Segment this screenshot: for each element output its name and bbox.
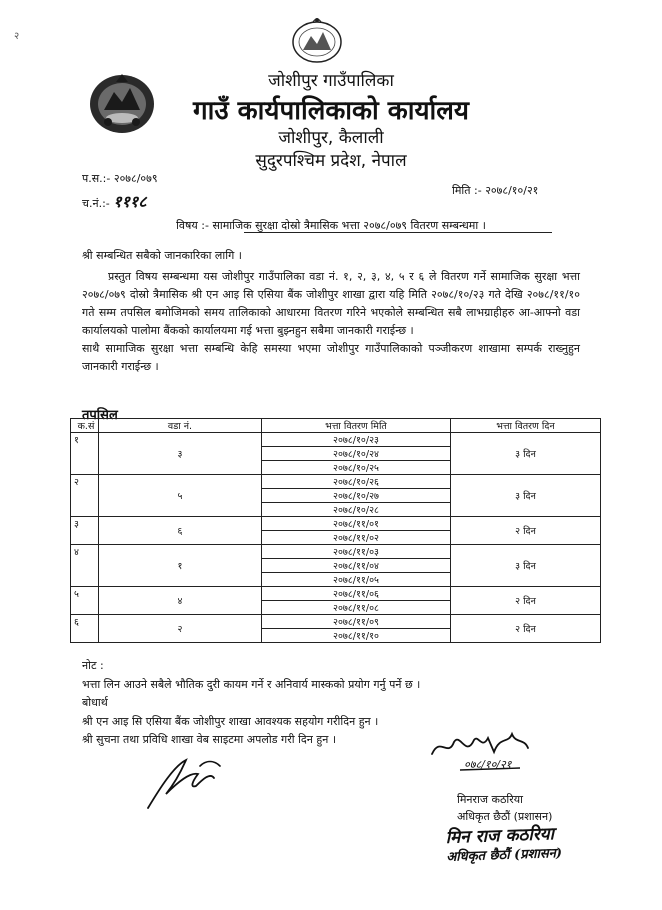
row-date: २०७८/११/०३ [262, 545, 451, 559]
office-title: गाउँ कार्यपालिकाको कार्यालय [193, 96, 469, 126]
row-date: २०७८/१०/२५ [262, 461, 451, 475]
signatory-block [457, 791, 552, 825]
row-days: ३ दिन [451, 433, 601, 475]
row-ward: ५ [99, 475, 262, 517]
signatory-name: मिनराज कठरिया [457, 793, 523, 806]
municipality-logo [285, 14, 349, 64]
office-location: जोशीपुर, कैलाली [278, 128, 384, 148]
row-date: २०७८/११/०६ [262, 587, 451, 601]
province-line: सुदुरपश्चिम प्रदेश, नेपाल [255, 151, 407, 171]
dispatch-number-value: १११८ [113, 192, 147, 211]
row-days: २ दिन [451, 517, 601, 545]
row-date: २०७८/१०/२७ [262, 489, 451, 503]
body-paragraph-2: साथै सामाजिक सुरक्षा भत्ता सम्बन्धि केहि समस्या भएमा जोशीपुर गाउँपालिकाको पञ्जीकरण शाखामा सम्पर्क राख्नुहुन जानकारी गराईन्छ । [82, 342, 580, 373]
table-row [71, 475, 601, 489]
row-ward: २ [99, 615, 262, 643]
letter-body [82, 268, 580, 376]
row-ward: ४ [99, 587, 262, 615]
cc-label: बोधार्थ [82, 696, 108, 709]
row-date: २०७८/११/०८ [262, 601, 451, 615]
corner-page-mark: २ [14, 31, 20, 42]
addressee-line: श्री सम्बन्धित सबैको जानकारिका लागि । [82, 249, 242, 262]
note-label: नोट : [82, 659, 104, 672]
note-text: भत्ता लिन आउने सबैले भौतिक दुरी कायम गर्ने र अनिवार्य मास्कको प्रयोग गर्नु पर्ने छ । [82, 677, 421, 691]
row-date: २०७८/११/०१ [262, 517, 451, 531]
distribution-schedule-table [70, 418, 601, 643]
table-header-row [71, 419, 601, 433]
letter-date: मिति :- २०७८/१०/२१ [452, 184, 539, 197]
stamp-name: मिन राज कठरिया [445, 824, 555, 849]
header-days: भत्ता वितरण दिन [451, 419, 601, 433]
row-date: २०७८/११/०२ [262, 531, 451, 545]
header-ward: वडा नं. [99, 419, 262, 433]
notes-section [82, 657, 420, 750]
row-serial: ३ [71, 517, 99, 545]
row-ward: ३ [99, 433, 262, 475]
schedule-title: तपसिल [82, 408, 118, 423]
officer-handwritten-signature [420, 728, 560, 788]
subject-underline [244, 232, 552, 233]
row-date: २०७८/१०/२३ [262, 433, 451, 447]
row-serial: ६ [71, 615, 99, 643]
cc-item-it-section: श्री सुचना तथा प्रविधि शाखा वेब साइटमा अपलोड गरी दिन हुन । [82, 733, 336, 746]
dispatch-number [82, 190, 147, 212]
row-days: २ दिन [451, 615, 601, 643]
municipality-name: जोशीपुर गाउँपालिका [268, 71, 394, 91]
row-date: २०७८/१०/२८ [262, 503, 451, 517]
row-ward: ६ [99, 517, 262, 545]
row-date: २०७८/११/०५ [262, 573, 451, 587]
signatory-designation: अधिकृत छैठौं (प्रशासन) [457, 810, 553, 823]
letter-reference-number: प.स.:- २०७८/०७९ [82, 172, 158, 185]
row-serial: २ [71, 475, 99, 517]
row-days: ३ दिन [451, 475, 601, 517]
row-days: ३ दिन [451, 545, 601, 587]
letter-subject: विषय :- सामाजिक सुरक्षा दोस्रो त्रैमासिक भत्ता २०७८/०७९ वितरण सम्बन्धमा । [176, 219, 486, 232]
row-serial: ४ [71, 545, 99, 587]
row-date: २०७८/१०/२४ [262, 447, 451, 461]
left-handwritten-signature [140, 752, 240, 814]
table-row [71, 587, 601, 601]
name-stamp [445, 824, 562, 868]
header-serial: क.सं [71, 419, 99, 433]
row-days: २ दिन [451, 587, 601, 615]
row-date: २०७८/११/०९ [262, 615, 451, 629]
table-row [71, 517, 601, 531]
table-row [71, 545, 601, 559]
body-paragraph-1: प्रस्तुत विषय सम्बन्धमा यस जोशीपुर गाउँपालिका वडा नं. १, २, ३, ४, ५ र ६ ले वितरण गर्ने सामाजिक सुरक्षा भत्ता २०७८/०७९ दोस्रो त्रैमासिक श्री एन आइ सि एसिया बैंक जोशीपुर शाखा द्वारा यहि मिति २०७८/१०/२३ गते देखि २०७८/११/१० गते सम्म तपसिल बमोजिमको समय तालिकाको आधारमा वितरण गरिने भएकोले सम्बन्धित सबै लाभग्राहीहरु आ-आफ्नो वडा कार्यालयको पालोमा बैंकको कार्यालयमा गई भत्ता बुझ्नहुन सबैमा जानकारी गराईन्छ । [82, 270, 580, 337]
row-ward: १ [99, 545, 262, 587]
signature-date: ०७८/१०/२१ [464, 758, 512, 771]
row-date: २०७८/११/१० [262, 629, 451, 643]
cc-item-bank: श्री एन आइ सि एसिया बैंक जोशीपुर शाखा आवश्यक सहयोग गरीदिन हुन । [82, 714, 379, 728]
dispatch-number-label: च.नं.:- [82, 197, 110, 210]
row-serial: ५ [71, 587, 99, 615]
header-date: भत्ता वितरण मिति [262, 419, 451, 433]
row-serial: १ [71, 433, 99, 475]
table-row [71, 433, 601, 447]
table-row [71, 615, 601, 629]
row-date: २०७८/११/०४ [262, 559, 451, 573]
row-date: २०७८/१०/२६ [262, 475, 451, 489]
stamp-designation: अधिकृत छैठौं (प्रशासन) [446, 845, 563, 866]
